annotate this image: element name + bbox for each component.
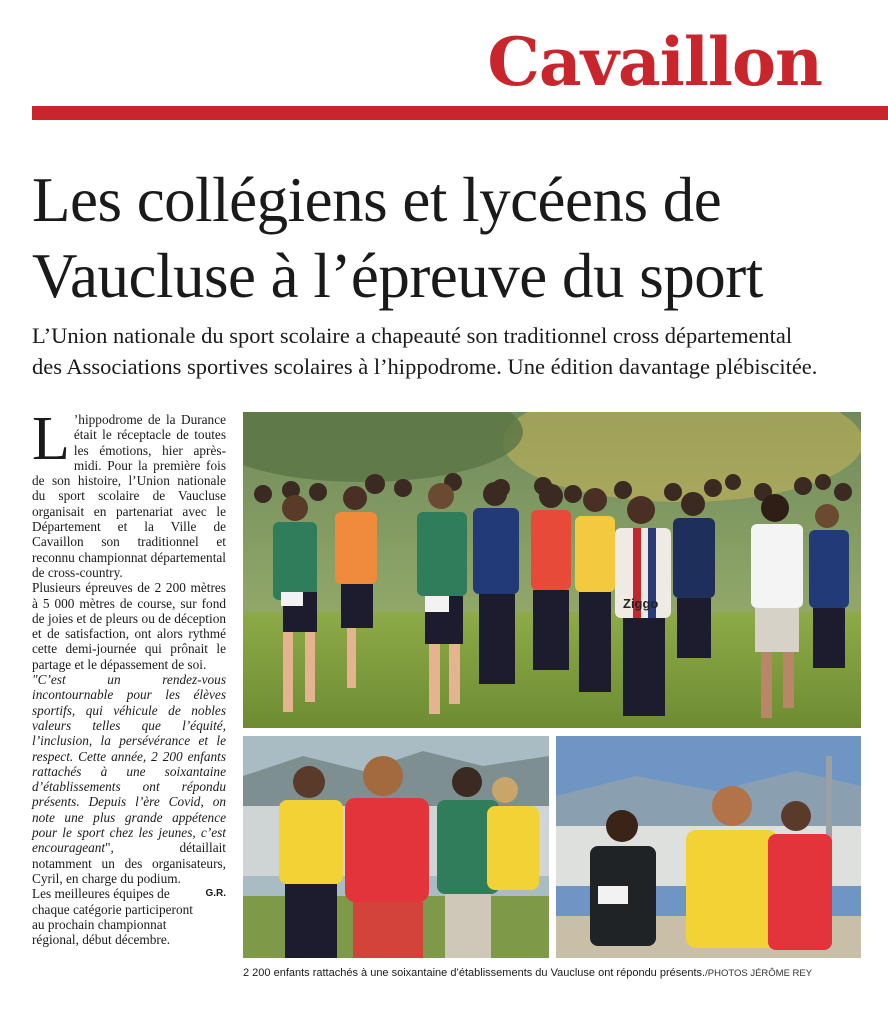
main-photo-illustration (243, 412, 861, 728)
article-paragraph-4-text: Les meilleures équipes de chaque catégorie participeront au prochain championnat régional, début décembre. (32, 886, 193, 948)
section-rule (32, 106, 888, 120)
section-title: Cavaillon (487, 23, 822, 101)
main-photo-runners (243, 412, 861, 728)
article-paragraph-4 (32, 886, 226, 947)
article-paragraph-1-text: ’hippodrome de la Durance était le réceptacle de toutes les émotions, hier après-midi. Pour la première fois de son histoire, l’Union nationale du sport scolaire de Vaucluse organisait en partenariat avec le Département et la Ville de Cavaillon son traditionnel et reconnu championnat départemental de cross-country. (32, 412, 226, 580)
article-paragraph-1 (32, 405, 226, 580)
article-paragraph-3 (32, 672, 226, 886)
photo-credit: /PHOTOS JÉRÔME REY (705, 968, 813, 979)
photo-girls-running (243, 736, 549, 958)
photo-right-illustration (556, 736, 861, 958)
caption-text: 2 200 enfants rattachés à une soixantaine d’établissements du Vaucluse ont répondu présents. (243, 967, 706, 979)
article-quote: "C’est un rendez-vous incontournable pour les élèves sportifs, qui véhicule de nobles valeurs telles que l’équité, l’inclusion, la persévérance et le respect. Cette année, 2 200 enfants rattachés à une soixantaine d’établissements ont répondu présents. Depuis l’ère Covid, on note une plus grande appétence pour le sport chez les jeunes, c’est encourageant (32, 672, 226, 856)
article-quote-attribution: ", détaillait notamment un des organisateurs, Cyril, en charge du podium. (32, 840, 226, 886)
standfirst-line-2: des Associations sportives scolaires à l’hippodrome. Une édition davantage plébiscitée. (32, 354, 818, 379)
headline-line-2: Vaucluse à l’épreuve du sport (32, 241, 763, 311)
article-body (32, 405, 226, 948)
drop-cap: L (32, 405, 70, 473)
headline (32, 162, 872, 314)
photo-left-illustration (243, 736, 549, 958)
jersey-sponsor: Ziggo (623, 596, 659, 611)
standfirst (32, 320, 882, 382)
photo-caption (243, 966, 863, 981)
headline-line-1: Les collégiens et lycéens de (32, 165, 722, 235)
standfirst-line-1: L’Union nationale du sport scolaire a chapeauté son traditionnel cross départemental (32, 323, 793, 348)
article-paragraph-2: Plusieurs épreuves de 2 200 mètres à 5 000 mètres de course, sur fond de joies et de pleurs ou de déception et de satisfaction, ont alors rythmé cette demi-journée qui prônait le partage et le dépassement de soi. (32, 580, 226, 672)
photo-boys-running (556, 736, 861, 958)
byline: G.R. (205, 888, 226, 900)
